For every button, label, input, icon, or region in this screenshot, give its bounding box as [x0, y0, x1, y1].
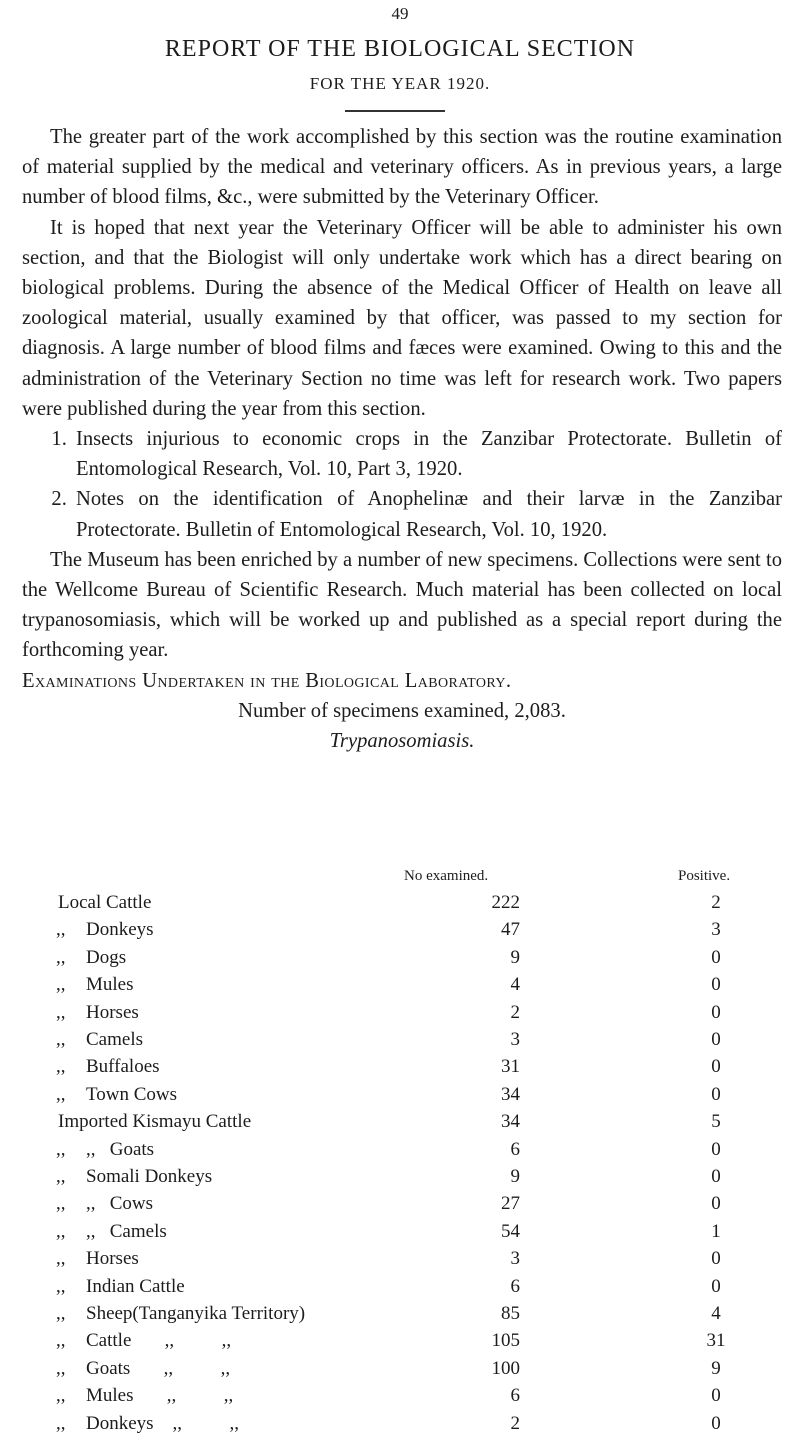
row-label: Somali Donkeys [86, 1166, 213, 1187]
examined-count: 31 [501, 1056, 520, 1078]
ditto-mark: ,, [56, 1357, 66, 1379]
ditto-mark: ,, [56, 919, 66, 941]
table-row [0, 1248, 800, 1275]
paragraph-veterinary: It is hoped that next year the Veterinary Officer will be able to administer his own section, and that the Biologist will only undertake work which has a direct bearing on biological problems. During the absence of the Medical Officer of Health on leave all zoological material, usually examined by that officer, was passed to my section for diagnosis. A large number of blood films and fæces were examined. Owing to this and the administration of the Veterinary Section no time was left for research work. Two papers were published during the year from this section. [22, 216, 782, 420]
examined-count: 85 [501, 1303, 520, 1324]
positive-count: 0 [711, 1193, 721, 1215]
ditto-mark: ,, [56, 1193, 66, 1215]
title-rule [345, 110, 445, 112]
ditto-mark: ,, [56, 1330, 66, 1352]
paper-item: 2. Notes on the identification of Anophelinæ and their larvæ in the Zanzibar Protectorate. Bulletin of Entomological Research, Vol. 10, 1920. [72, 484, 782, 544]
ditto-mark: ,, [56, 946, 66, 968]
row-label: ,, Cows [86, 1193, 154, 1215]
row-label: Goats ,, ,, [86, 1357, 231, 1379]
ditto-mark: ,, [56, 1001, 66, 1023]
row-label: Indian Cattle [86, 1275, 185, 1297]
table-row [0, 1111, 800, 1138]
ditto-mark: ,, [56, 1138, 66, 1160]
examined-count: 105 [491, 1330, 520, 1352]
ditto-mark: ,, [56, 974, 66, 996]
col-header-positive: Positive. [678, 868, 731, 884]
table-row [0, 1056, 800, 1083]
table-row [0, 1330, 800, 1357]
positive-count: 9 [711, 1357, 721, 1379]
examined-count: 2 [510, 1412, 520, 1434]
table-header [0, 864, 800, 888]
report-subtitle: FOR THE YEAR 1920. [309, 74, 491, 93]
positive-count: 3 [711, 919, 721, 941]
row-label: Imported Kismayu Cattle [58, 1111, 252, 1133]
positive-count: 0 [711, 974, 721, 996]
examined-count: 2 [510, 1001, 520, 1023]
examined-count: 3 [510, 1029, 520, 1050]
examined-count: 34 [501, 1111, 520, 1133]
paper-item: 1. Insects injurious to economic crops in the Zanzibar Protectorate. Bulletin of Entomological Research, Vol. 10, Part 3, 1920. [72, 424, 782, 484]
positive-count: 5 [711, 1111, 721, 1133]
row-label: Mules [86, 974, 134, 996]
row-label: Horses [86, 1248, 139, 1270]
positive-count: 0 [711, 1166, 721, 1187]
examined-count: 100 [491, 1357, 520, 1379]
table-row [0, 1303, 800, 1330]
report-body [22, 122, 782, 756]
examined-count: 34 [501, 1083, 520, 1105]
examined-count: 54 [501, 1220, 520, 1242]
row-label: ,, Camels [86, 1220, 167, 1242]
col-header-examined: No examined. [404, 868, 489, 884]
examined-count: 6 [510, 1275, 520, 1297]
ditto-mark: ,, [56, 1166, 66, 1187]
row-label: Cattle ,, ,, [86, 1330, 232, 1352]
row-label: Buffaloes [86, 1056, 160, 1078]
table-row [0, 947, 800, 974]
row-label: Horses [86, 1001, 139, 1023]
positive-count: 0 [711, 1248, 721, 1270]
table-row [0, 1385, 800, 1412]
total-specimens: Number of specimens examined, 2,083. [238, 699, 566, 722]
positive-count: 1 [711, 1220, 721, 1242]
positive-count: 0 [711, 946, 721, 968]
examined-count: 6 [510, 1385, 520, 1407]
table-row [0, 974, 800, 1001]
positive-count: 0 [711, 1083, 721, 1105]
row-label: ,, Goats [86, 1138, 155, 1160]
table-row [0, 1002, 800, 1029]
ditto-mark: ,, [56, 1303, 66, 1324]
row-label: Local Cattle [58, 892, 152, 913]
examined-count: 4 [510, 974, 520, 996]
table-row [0, 1084, 800, 1111]
positive-count: 0 [711, 1029, 721, 1050]
ditto-mark: ,, [56, 1220, 66, 1242]
positive-count: 0 [711, 1001, 721, 1023]
table-row [0, 1029, 800, 1056]
table-row [0, 1358, 800, 1385]
positive-count: 2 [711, 892, 721, 913]
ditto-mark: ,, [56, 1029, 66, 1050]
table-row [0, 1221, 800, 1248]
ditto-mark: ,, [56, 1248, 66, 1270]
positive-count: 0 [711, 1138, 721, 1160]
positive-count: 31 [706, 1330, 726, 1352]
positive-count: 0 [711, 1056, 721, 1078]
examined-count: 9 [510, 946, 520, 968]
positive-count: 4 [711, 1303, 721, 1324]
row-label: Mules ,, ,, [86, 1385, 234, 1407]
row-label: Town Cows [86, 1083, 178, 1105]
row-label: Donkeys [86, 919, 154, 941]
papers-list [22, 424, 782, 545]
table-title: Trypanosomiasis. [329, 730, 475, 753]
examined-count: 47 [501, 919, 520, 941]
table-row [0, 1166, 800, 1193]
table-row [0, 1276, 800, 1303]
ditto-mark: ,, [56, 1056, 66, 1078]
examined-count: 3 [510, 1248, 520, 1270]
ditto-mark: ,, [56, 1083, 66, 1105]
section-heading: Examinations Undertaken in the Biological Laboratory. [22, 669, 512, 692]
table-row [0, 1413, 800, 1440]
examined-count: 222 [491, 892, 520, 913]
row-label: Camels [86, 1029, 143, 1050]
ditto-mark: ,, [56, 1412, 66, 1434]
row-label: Donkeys ,, ,, [86, 1412, 240, 1434]
examined-count: 27 [501, 1193, 520, 1215]
table-row [0, 892, 800, 919]
positive-count: 0 [711, 1412, 721, 1434]
examined-count: 6 [510, 1138, 520, 1160]
page-number: 49 [391, 4, 409, 23]
positive-count: 0 [711, 1385, 721, 1407]
paragraph-museum: The Museum has been enriched by a number of new specimens. Collections were sent to the Wellcome Bureau of Scientific Research. Much material has been collected on local trypanosomiasis, which will be worked up and published as a special report during the forthcoming year. [22, 548, 782, 662]
table-row [0, 1193, 800, 1220]
positive-count: 0 [711, 1275, 721, 1297]
ditto-mark: ,, [56, 1385, 66, 1407]
ditto-mark: ,, [56, 1275, 66, 1297]
table-row [0, 919, 800, 946]
row-label: Sheep(Tanganyika Territory) [86, 1303, 306, 1324]
table-row [0, 1139, 800, 1166]
report-title: REPORT OF THE BIOLOGICAL SECTION [164, 36, 636, 62]
row-label: Dogs [86, 946, 127, 968]
examined-count: 9 [510, 1166, 520, 1187]
paragraph-routine-work: The greater part of the work accomplished by this section was the routine examination of material supplied by the medical and veterinary officers. As in previous years, a large number of blood films, &c., were submitted by the Veterinary Officer. [22, 126, 782, 209]
